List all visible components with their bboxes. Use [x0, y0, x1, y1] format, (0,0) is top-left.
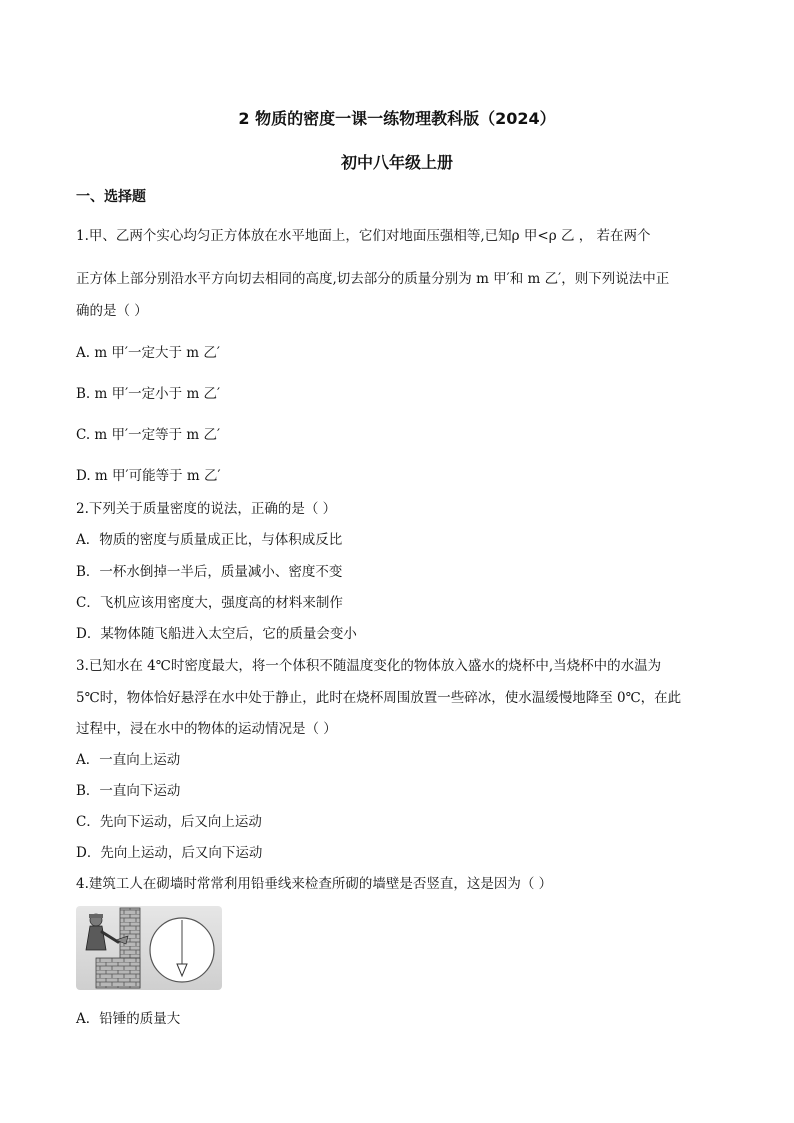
question-4-option-a: A．铅锤的质量大	[76, 1011, 181, 1027]
section-heading: 一、选择题	[76, 189, 146, 205]
document-subtitle: 初中八年级上册	[340, 153, 453, 172]
document-title: 2 物质的密度一课一练物理教科版（2024）	[238, 109, 556, 128]
question-1-option-d: D. m 甲′可能等于 m 乙′	[76, 468, 221, 484]
question-2-option-a: A．物质的密度与质量成正比，与体积成反比	[76, 532, 343, 548]
question-3-option-d: D．先向上运动，后又向下运动	[76, 845, 263, 861]
plumb-line-illustration	[76, 906, 222, 990]
question-3-line-1: 3.已知水在 4℃时密度最大，将一个体积不随温度变化的物体放入盛水的烧杯中,当烧杯中的水温为	[76, 658, 662, 674]
question-2-option-c: C．飞机应该用密度大，强度高的材料来制作	[76, 595, 343, 611]
question-1-option-c: C. m 甲′一定等于 m 乙′	[76, 427, 221, 443]
question-2-option-d: D．某物体随飞船进入太空后，它的质量会变小	[76, 626, 357, 642]
question-3-option-b: B．一直向下运动	[76, 783, 181, 799]
question-1-option-b: B. m 甲′一定小于 m 乙′	[76, 386, 221, 402]
question-1-line-2: 正方体上部分别沿水平方向切去相同的高度,切去部分的质量分别为 m 甲′和 m 乙′，则下列说法中正	[76, 271, 670, 287]
question-3-option-a: A．一直向上运动	[76, 752, 181, 768]
question-3-option-c: C．先向下运动，后又向上运动	[76, 814, 262, 830]
question-1-line-1: 1.甲、乙两个实心均匀正方体放在水平地面上，它们对地面压强相等,已知ρ 甲<ρ 乙 ， 若在两个	[76, 228, 651, 244]
question-2-line-1: 2.下列关于质量密度的说法，正确的是（ ）	[76, 501, 337, 517]
question-1-line-3: 确的是（ ）	[76, 303, 148, 319]
question-4-line-1: 4.建筑工人在砌墙时常常利用铅垂线来检查所砌的墙壁是否竖直，这是因为（ ）	[76, 876, 553, 892]
question-2-option-b: B．一杯水倒掉一半后，质量减小、密度不变	[76, 564, 343, 580]
question-3-line-2: 5℃时，物体恰好悬浮在水中处于静止，此时在烧杯周围放置一些碎冰，使水温缓慢地降至 0℃，在此	[76, 690, 682, 706]
question-3-line-3: 过程中，浸在水中的物体的运动情况是（ ）	[76, 721, 337, 737]
question-1-option-a: A. m 甲′一定大于 m 乙′	[76, 345, 220, 361]
